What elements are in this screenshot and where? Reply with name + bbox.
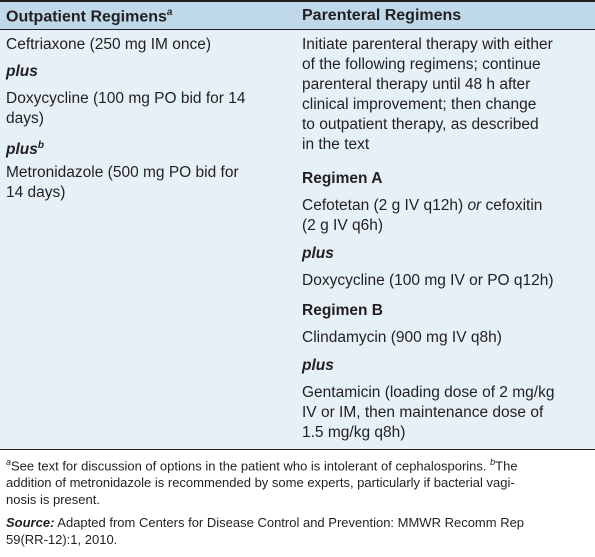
- plus-label: plus: [302, 357, 334, 374]
- source-line-cont: 59(RR-12):1, 2010.: [6, 532, 118, 547]
- doxycycline-line-cont: days): [6, 110, 44, 127]
- gentamicin-line-cont: 1.5 mg/kg q8h): [302, 424, 406, 441]
- doxycycline-iv-line: Doxycycline (100 mg IV or PO q12h): [302, 272, 554, 289]
- footnote-line: addition of metronidazole is recommended by some experts, particularly if bacterial vagi-: [6, 475, 515, 491]
- clindamycin-line: Clindamycin (900 mg IV q8h): [302, 329, 502, 346]
- plus-label: plus: [6, 63, 38, 80]
- regimen-b-heading: Regimen B: [302, 302, 383, 319]
- table-body: [0, 30, 595, 450]
- doxycycline-line: Doxycycline (100 mg PO bid for 14: [6, 90, 246, 107]
- gentamicin-line-cont: IV or IM, then maintenance dose of: [302, 404, 544, 421]
- source-label: Source:: [6, 515, 55, 530]
- intro-line: in the text: [302, 136, 370, 153]
- ceftriaxone-line: Ceftriaxone (250 mg IM once): [6, 36, 212, 53]
- metronidazole-line-cont: 14 days): [6, 184, 66, 201]
- source-text: Adapted from Centers for Disease Control and Prevention: MMWR Recomm Rep: [54, 515, 525, 530]
- header-outpatient: Outpatient Regimens$^a$: [6, 7, 173, 26]
- footnote-line: nosis is present.: [6, 492, 100, 508]
- cefotetan-line: Cefotetan (2 g IV q12h) or cefoxitin: [302, 197, 543, 214]
- plus-label-b: plus$^b$: [6, 140, 44, 159]
- cefoxitin-dose: (2 g IV q6h): [302, 217, 383, 234]
- table-header: [0, 0, 595, 30]
- metronidazole-line: Metronidazole (500 mg PO bid for: [6, 164, 239, 181]
- footnote-line: $^a$See text for discussion of options in the patient who is intolerant of cephalosporins. $^b$The: [6, 457, 518, 474]
- plus-label: plus: [302, 245, 334, 262]
- header-parenteral: Parenteral Regimens: [302, 7, 462, 24]
- intro-line: of the following regimens; continue: [302, 56, 541, 73]
- regimen-a-heading: Regimen A: [302, 170, 383, 187]
- intro-line: clinical improvement; then change: [302, 96, 537, 113]
- gentamicin-line: Gentamicin (loading dose of 2 mg/kg: [302, 384, 555, 401]
- intro-line: Initiate parenteral therapy with either: [302, 36, 553, 53]
- footnotes: [6, 454, 590, 508]
- source-line: [6, 514, 590, 531]
- intro-line: to outpatient therapy, as described: [302, 116, 539, 133]
- source-note: [6, 514, 590, 548]
- intro-line: parenteral therapy until 48 h after: [302, 76, 531, 93]
